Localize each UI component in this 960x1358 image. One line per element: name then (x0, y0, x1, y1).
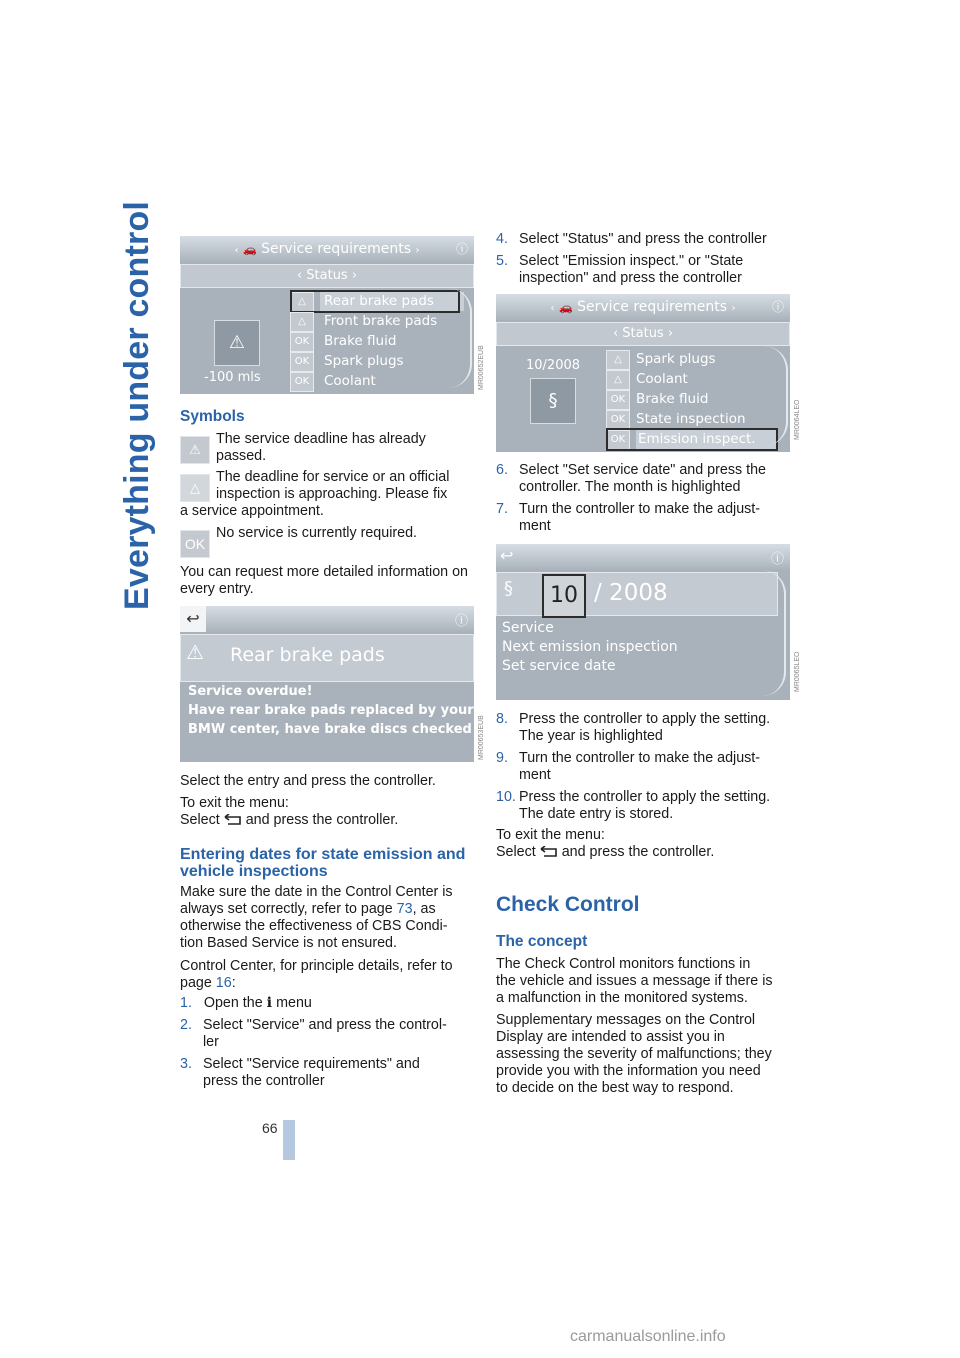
ok-badge: OK (606, 390, 630, 410)
image-code: MR0064LEO (794, 399, 801, 440)
back-icon: ↩ (500, 546, 514, 565)
ok-badge: OK (290, 372, 314, 392)
image-code: MR00653EUB (478, 715, 485, 760)
concept-p1-b: the vehicle and issues a message if there is (496, 973, 773, 989)
symbol2-text-a: The deadline for service or an official (216, 469, 450, 485)
step-7-num: 7. (496, 501, 508, 517)
step-5-text-a: Select "Emission inspect." or "State (519, 253, 744, 269)
status-screen (496, 294, 790, 452)
step-10-num: 10. (496, 789, 516, 805)
concept-heading: The concept (496, 933, 588, 950)
distance-readout: -100 mls (204, 370, 261, 385)
screen4-line1: Service (502, 620, 554, 636)
para1-line-e: tion Based Service is not ensured. (180, 935, 397, 951)
concept-p2-c: assessing the severity of malfunctions; they (496, 1046, 772, 1062)
info-i-icon: i (266, 995, 273, 1011)
step-10-text-a: Press the controller to apply the setting. (519, 789, 771, 805)
detail-intro: You can request more detailed information on every entry. (180, 564, 468, 597)
car-icon: 🚗 (558, 301, 573, 314)
message-line3: BMW center, have brake discs checked (188, 722, 472, 737)
footer-watermark: carmanualsonline.info (570, 1328, 726, 1345)
list-item: Spark plugs (324, 353, 404, 369)
warning-icon: △ (606, 370, 630, 390)
para1-line-b: always set correctly, refer to page 73, as (180, 901, 436, 917)
step-10-text-b: The date entry is stored. (519, 806, 674, 822)
info-icon: ⓘ (454, 614, 468, 629)
select-entry-text: Select the entry and press the controller. (180, 773, 436, 789)
warning-icon: △ (290, 312, 314, 332)
car-icon: 🚗 (242, 243, 257, 256)
section-heading: Entering dates for state emission and vehicle inspections (180, 846, 466, 880)
set-date-screen (496, 544, 790, 700)
ok-badge: OK (290, 352, 314, 372)
rear-brake-pads-screen (180, 606, 474, 762)
service-symbol-box: ⚠ (214, 320, 260, 366)
brake-service-icon: ⚠ (186, 640, 204, 664)
symbols-heading: Symbols (180, 408, 245, 425)
step-8-text-b: The year is highlighted (519, 728, 663, 744)
para2-line-a: Control Center, for principle details, refer to (180, 958, 453, 974)
step-4-text: Select "Status" and press the controller (519, 231, 767, 247)
concept-p2-d: provide you with the information you need (496, 1063, 761, 1079)
concept-p2-b: Display are intended to assist you in (496, 1029, 725, 1045)
step-3-text-b: press the controller (203, 1073, 325, 1089)
check-control-heading: Check Control (496, 893, 640, 916)
screen-title-bar: ‹ 🚗 Service requirements › ⓘ (180, 236, 474, 262)
ok-badge: OK (606, 430, 630, 450)
symbol3-text: No service is currently required. (216, 525, 418, 541)
info-icon: ⓘ (455, 242, 468, 256)
inspection-icon: § (504, 578, 513, 599)
list-item: Rear brake pads (320, 292, 464, 311)
step-2a: 2. (180, 1017, 192, 1033)
screen4-line2: Next emission inspection (502, 639, 678, 655)
service-approaching-icon: △ (180, 474, 210, 502)
concept-p2-e: to decide on the best way to respond. (496, 1080, 734, 1096)
ok-icon: OK (180, 530, 210, 558)
list-item: Brake fluid (324, 333, 397, 349)
para1-line-d: otherwise the effectiveness of CBS Condi- (180, 918, 448, 934)
step-2-text-b: ler (203, 1034, 219, 1050)
list-item: Coolant (636, 371, 688, 387)
inspection-date: 10/2008 (526, 358, 581, 373)
step-7-text-b: ment (519, 518, 551, 534)
step-7-text-a: Turn the controller to make the adjust- (519, 501, 761, 517)
list-item: Front brake pads (324, 313, 438, 329)
step-8-num: 8. (496, 711, 508, 727)
step-2-text-a: Select "Service" and press the control- (203, 1017, 447, 1033)
status-tab: ‹ Status › (496, 322, 790, 346)
exit-select-text: Select and press the controller. (496, 844, 715, 860)
step-9-text-a: Turn the controller to make the adjust- (519, 750, 761, 766)
chapter-side-title: Everything under control (118, 200, 156, 610)
page-link-73[interactable]: 73 (396, 901, 413, 917)
info-icon: ⓘ (771, 300, 784, 314)
scroll-arc (764, 346, 788, 446)
step-6-text-b: controller. The month is highlighted (519, 479, 741, 495)
exit-menu-text: To exit the menu: (180, 795, 289, 811)
ok-badge: OK (290, 332, 314, 352)
selection-frame (290, 290, 460, 313)
symbol2-text-c: a service appointment. (180, 503, 324, 519)
screen4-line3: Set service date (502, 658, 616, 674)
para1-line-a: Make sure the date in the Control Center is (180, 884, 453, 900)
scroll-arc (448, 288, 472, 388)
image-code: MR0065LEO (794, 651, 801, 692)
page-link-16[interactable]: 16 (215, 975, 232, 991)
back-icon: ↩ (180, 606, 206, 632)
image-code: MR00652EUB (478, 345, 485, 390)
list-item: State inspection (636, 411, 746, 427)
exit-select-text: Select and press the controller. (180, 812, 399, 828)
exit-menu-text: To exit the menu: (496, 827, 605, 843)
warning-icon: △ (290, 292, 314, 312)
concept-p1-a: The Check Control monitors functions in (496, 956, 751, 972)
list-item: Brake fluid (636, 391, 709, 407)
message-line2: Have rear brake pads replaced by your (188, 703, 474, 718)
symbol1-text: The service deadline has already passed. (216, 431, 426, 464)
year-field[interactable]: / 2008 (594, 580, 668, 606)
info-icon: ⓘ (770, 552, 784, 567)
ok-badge: OK (606, 410, 630, 430)
page-number: 66 (262, 1120, 278, 1136)
message-line1: Service overdue! (188, 684, 313, 699)
warning-icon: △ (606, 350, 630, 370)
concept-p1-c: a malfunction in the monitored systems. (496, 990, 748, 1006)
step-8-text-a: Press the controller to apply the setting. (519, 711, 771, 727)
step-6-text-a: Select "Set service date" and press the (519, 462, 766, 478)
screen-title-bar: ‹ 🚗 Service requirements › ⓘ (496, 294, 790, 320)
back-arrow-icon (540, 846, 558, 858)
status-tab: ‹ Status › (180, 264, 474, 288)
para2-line-b: page 16: (180, 975, 236, 991)
selection-frame (606, 428, 778, 451)
step-9-num: 9. (496, 750, 508, 766)
step-3-num: 3. (180, 1056, 192, 1072)
inspection-symbol-box: § (530, 378, 576, 424)
screen-top-bar (496, 544, 790, 570)
step-5-num: 5. (496, 253, 508, 269)
step-6-num: 6. (496, 462, 508, 478)
service-requirements-screen (180, 236, 474, 394)
screen2-title: Rear brake pads (230, 644, 385, 666)
month-field[interactable]: 10 (542, 574, 586, 618)
step-3-text-a: Select "Service requirements" and (203, 1056, 420, 1072)
page-marker-bar (283, 1120, 295, 1160)
step-4-num: 4. (496, 231, 508, 247)
list-item: Emission inspect. (636, 430, 776, 449)
concept-p2-a: Supplementary messages on the Control (496, 1012, 756, 1028)
step-5-text-b: inspection" and press the controller (519, 270, 742, 286)
scroll-arc (762, 570, 786, 696)
screen-top-bar (180, 606, 474, 632)
step-1: 1. Open the i menu (180, 995, 312, 1011)
list-item: Spark plugs (636, 351, 716, 367)
back-arrow-icon (224, 814, 242, 826)
service-overdue-icon: ⚠ (180, 436, 210, 464)
step-9-text-b: ment (519, 767, 551, 783)
list-item: Coolant (324, 373, 376, 389)
symbol2-text-b: inspection is approaching. Please fix (216, 486, 448, 502)
